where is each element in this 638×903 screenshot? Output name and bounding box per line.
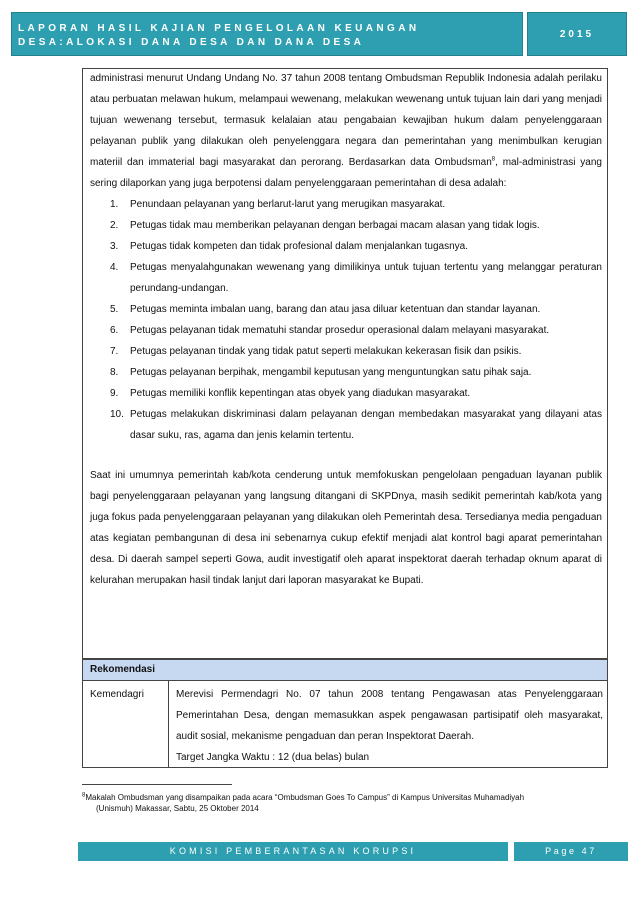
list-item: [90, 341, 602, 362]
list-item-number: 6.: [110, 325, 119, 336]
footer-org: KOMISI PEMBERANTASAN KORUPSI: [78, 842, 508, 861]
list-item: [90, 215, 602, 236]
page-number: Page 47: [514, 842, 628, 861]
report-title: [11, 12, 523, 56]
footnote-ref[interactable]: 8: [491, 156, 496, 163]
intro-text-end: , mal-administrasi yang sering dilaporkan yang juga berpotensi dalam penyelenggaraan pemerintahan di desa adalah:: [90, 157, 602, 189]
list-item: [90, 362, 602, 383]
page-footer: [78, 842, 628, 861]
intro-paragraph: [90, 68, 602, 194]
list-item-text: Petugas tidak mau memberikan pelayanan dengan berbagai macam alasan yang tidak logis.: [130, 220, 540, 231]
list-item-text: Petugas meminta imbalan uang, barang dan atau jasa diluar ketentuan dan standar layanan.: [130, 304, 541, 315]
rekomendasi-row: [82, 680, 608, 768]
list-item-number: 2.: [110, 220, 119, 231]
list-item-text: Petugas melakukan diskriminasi dalam pelayanan dengan membedakan masyarakat yang dilayani atas dasar suku, ras, agama dan jenis kelamin tertentu.: [130, 409, 602, 441]
list-item-number: 8.: [110, 367, 119, 378]
footnote-number: 8: [82, 792, 86, 799]
list-item: [90, 404, 602, 446]
report-year: 2015: [527, 12, 627, 56]
rekomendasi-heading: Rekomendasi: [82, 659, 608, 681]
list-item-text: Petugas pelayanan tidak mematuhi standar prosedur operasional dalam melayani masyarakat.: [130, 325, 550, 336]
footnote-line-1: Makalah Ombudsman yang disampaikan pada acara “Ombudsman Goes To Campus” di Kampus Universitas Muhamadiyah: [85, 793, 525, 802]
report-title-line-2: DESA:ALOKASI DANA DESA DAN DANA DESA: [18, 37, 365, 48]
table-divider: [168, 681, 169, 767]
list-item-number: 3.: [110, 241, 119, 252]
main-content: [90, 68, 602, 591]
list-item-text: Petugas memiliki konflik kepentingan atas obyek yang diadukan masyarakat.: [130, 388, 471, 399]
rekomendasi-text-block: [176, 684, 603, 768]
intro-text: administrasi menurut Undang Undang No. 37 tahun 2008 tentang Ombudsman Republik Indonesia adalah perilaku atau perbuatan melawan hukum, melampaui wewenang, melakukan wewenang untuk tujuan lain dari yang menjadi tujuan wewenang tersebut, termasuk kelalaian atau pengabaian kewajiban hukum dalam penyelenggaraan pelayanan publik yang dilakukan oleh penyelenggara negara dan pemerintahan yang menimbulkan kerugian materiil dan immaterial bagi masyarakat dan perorang. Berdasarkan data Ombudsman: [90, 73, 602, 168]
list-item: [90, 236, 602, 257]
list-item-number: 10.: [110, 409, 124, 420]
list-item-number: 5.: [110, 304, 119, 315]
footnote-line-2: (Unismuh) Makassar, Sabtu, 25 Oktober 2014: [96, 804, 259, 813]
list-item-number: 4.: [110, 262, 119, 273]
list-item: [90, 257, 602, 299]
list-item-number: 9.: [110, 388, 119, 399]
rekomendasi-target: Target Jangka Waktu : 12 (dua belas) bulan: [176, 752, 370, 763]
list-item-text: Petugas menyalahgunakan wewenang yang dimilikinya untuk tujuan tertentu yang melanggar peraturan perundang-undangan.: [130, 262, 602, 294]
list-item-text: Petugas tidak kompeten dan tidak profesional dalam menjalankan tugasnya.: [130, 241, 468, 252]
rekomendasi-entity: Kemendagri: [90, 689, 144, 700]
footnote: [82, 792, 608, 814]
list-item-text: Petugas pelayanan tindak yang tidak patut seperti melakukan kekerasan fisik dan psikis.: [130, 346, 522, 357]
list-item: [90, 383, 602, 404]
page-header: [11, 12, 627, 56]
list-item-text: Penundaan pelayanan yang berlarut-larut yang merugikan masyarakat.: [130, 199, 446, 210]
list-item: [90, 320, 602, 341]
list-item: [90, 299, 602, 320]
maladministration-list: [90, 194, 602, 446]
footnote-separator: [82, 784, 232, 785]
paragraph-2: Saat ini umumnya pemerintah kab/kota cenderung untuk memfokuskan pengelolaan pengaduan layanan publik bagi penyelenggaraan pelayanan yang langsung ditangani di SKPDnya, masih sedikit pemerintah kab/kota yang juga fokus pada penyelenggaraan pelayanan yang dilakukan oleh Pemerintah desa. Tersedianya media pengaduan atas kegiatan pembangunan di desa ini sebenarnya cukup efektif menjadi alat kontrol bagi aparat pemerintahan desa. Di daerah sampel seperti Gowa, audit investigatif oleh aparat inspektorat daerah terhadap oknum aparat di kelurahan merupakan hasil tindak lanjut dari laporan masyarakat ke Bupati.: [90, 470, 602, 586]
report-title-line-1: LAPORAN HASIL KAJIAN PENGELOLAAN KEUANGAN: [18, 23, 420, 34]
list-item: [90, 194, 602, 215]
list-item-number: 7.: [110, 346, 119, 357]
rekomendasi-text: Merevisi Permendagri No. 07 tahun 2008 tentang Pengawasan atas Penyelenggaraan Pemerintahan Desa, dengan memasukkan aspek pengawasan partisipatif oleh masyarakat, audit sosial, mekanisme pengaduan dan peran Inspektorat Daerah.: [176, 689, 603, 742]
list-item-number: 1.: [110, 199, 119, 210]
list-item-text: Petugas pelayanan berpihak, mengambil keputusan yang menguntungkan satu pihak saja.: [130, 367, 532, 378]
